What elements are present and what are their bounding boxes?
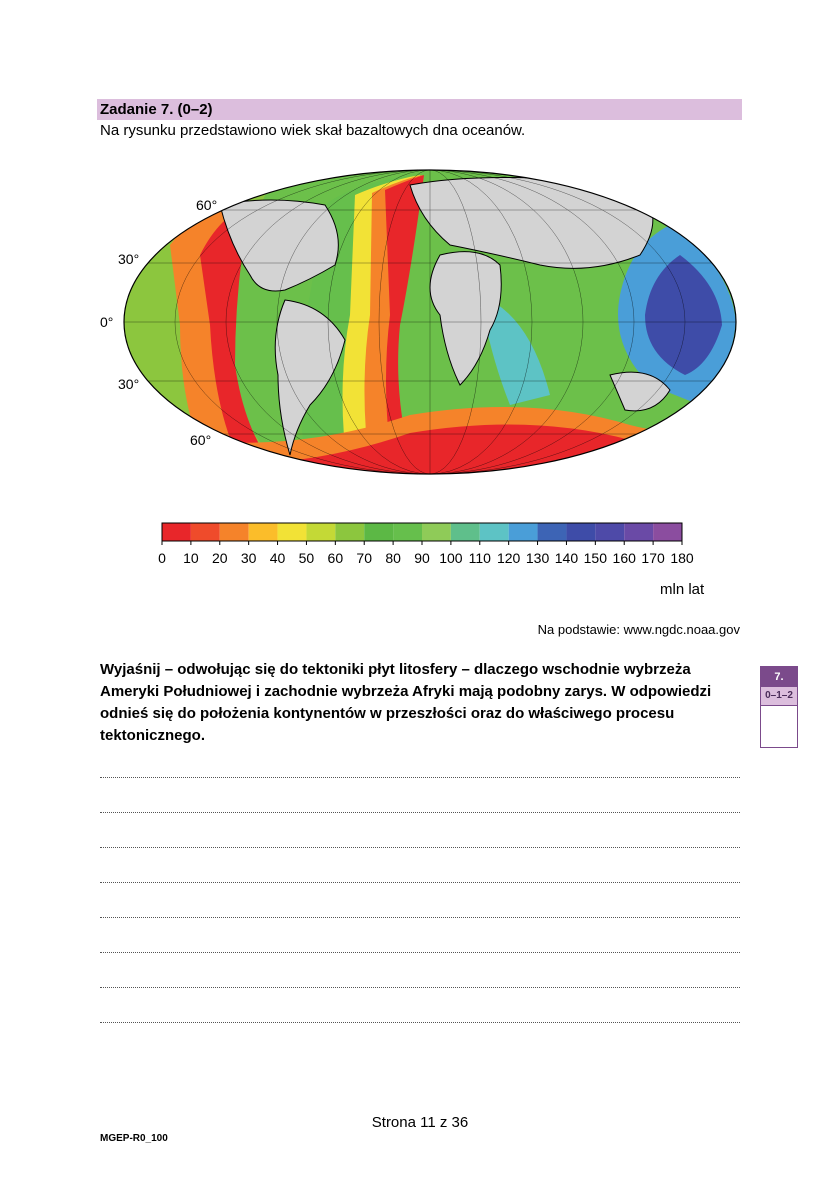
colorbar-swatch — [364, 523, 393, 541]
colorbar-swatch — [624, 523, 653, 541]
lat-label-30n: 30° — [118, 251, 140, 267]
answer-line[interactable] — [100, 903, 740, 918]
colorbar-tick-label: 160 — [612, 550, 636, 566]
colorbar-tick-label: 140 — [554, 550, 579, 566]
colorbar-swatch — [191, 523, 220, 541]
score-range: 0–1–2 — [761, 687, 797, 706]
colorbar-tick-label: 10 — [183, 550, 199, 566]
colorbar-swatch — [451, 523, 480, 541]
colorbar-tick-label: 50 — [298, 550, 315, 566]
lat-label-30s: 30° — [118, 376, 140, 392]
colorbar-tick-label: 120 — [496, 550, 521, 566]
colorbar-swatch — [249, 523, 278, 541]
colorbar-swatch — [306, 523, 335, 541]
colorbar-tick-label: 110 — [468, 550, 491, 566]
lat-label-60n: 60° — [196, 197, 218, 213]
colorbar-tick-label: 60 — [327, 550, 344, 566]
colorbar-tick-label: 150 — [583, 550, 608, 566]
colorbar-tick-label: 90 — [414, 550, 430, 566]
document-code: MGEP-R0_100 — [100, 1133, 168, 1144]
answer-line[interactable] — [100, 798, 740, 813]
task-title: Zadanie 7. (0–2) — [97, 99, 742, 120]
legend-unit: mln lat — [660, 581, 705, 598]
colorbar-swatch — [566, 523, 595, 541]
age-colorbar — [160, 522, 700, 572]
colorbar-swatch — [278, 523, 307, 541]
score-box — [760, 666, 798, 748]
colorbar-tick-label: 70 — [356, 550, 373, 566]
colorbar-swatch — [393, 523, 422, 541]
colorbar-swatch — [422, 523, 451, 541]
answer-line[interactable] — [100, 833, 740, 848]
ocean-floor-age-map — [100, 165, 750, 495]
colorbar-tick-label: 130 — [525, 550, 550, 566]
colorbar-swatch — [509, 523, 538, 541]
score-number: 7. — [761, 667, 797, 687]
colorbar-swatch — [335, 523, 364, 541]
colorbar-tick-label: 40 — [269, 550, 286, 566]
colorbar-swatch — [480, 523, 509, 541]
source-note: Na podstawie: www.ngdc.noaa.gov — [537, 622, 740, 637]
colorbar-swatch — [220, 523, 249, 541]
answer-line[interactable] — [100, 938, 740, 953]
lat-label-0: 0° — [100, 314, 114, 330]
colorbar-swatch — [595, 523, 624, 541]
lat-label-60s: 60° — [190, 432, 212, 448]
page-number: Strona 11 z 36 — [371, 1114, 469, 1131]
colorbar-tick-label: 100 — [439, 550, 463, 566]
answer-line[interactable] — [100, 868, 740, 883]
colorbar-swatch — [162, 523, 191, 541]
colorbar-tick-label: 0 — [158, 550, 166, 566]
answer-line[interactable] — [100, 763, 740, 778]
question-text: Wyjaśnij – odwołując się do tektoniki płyt litosfery – dlaczego wschodnie wybrzeża Ameryki Południowej i zachodnie wybrzeża Afryki mają podobny zarys. W odpowiedzi odnieś się do położenia kontynentów w przeszłości oraz do właściwego procesu tektonicznego. — [100, 661, 712, 744]
colorbar-swatch — [538, 523, 567, 541]
colorbar-swatch — [653, 523, 682, 541]
colorbar-tick-label: 30 — [240, 550, 257, 566]
colorbar-tick-label: 20 — [211, 550, 228, 566]
task-intro: Na rysunku przedstawiono wiek skał bazaltowych dna oceanów. — [100, 122, 526, 139]
colorbar-tick-label: 80 — [385, 550, 401, 566]
answer-line[interactable] — [100, 973, 740, 988]
colorbar-tick-label: 180 — [670, 550, 694, 566]
colorbar-tick-label: 170 — [641, 550, 665, 566]
answer-line[interactable] — [100, 1008, 740, 1023]
